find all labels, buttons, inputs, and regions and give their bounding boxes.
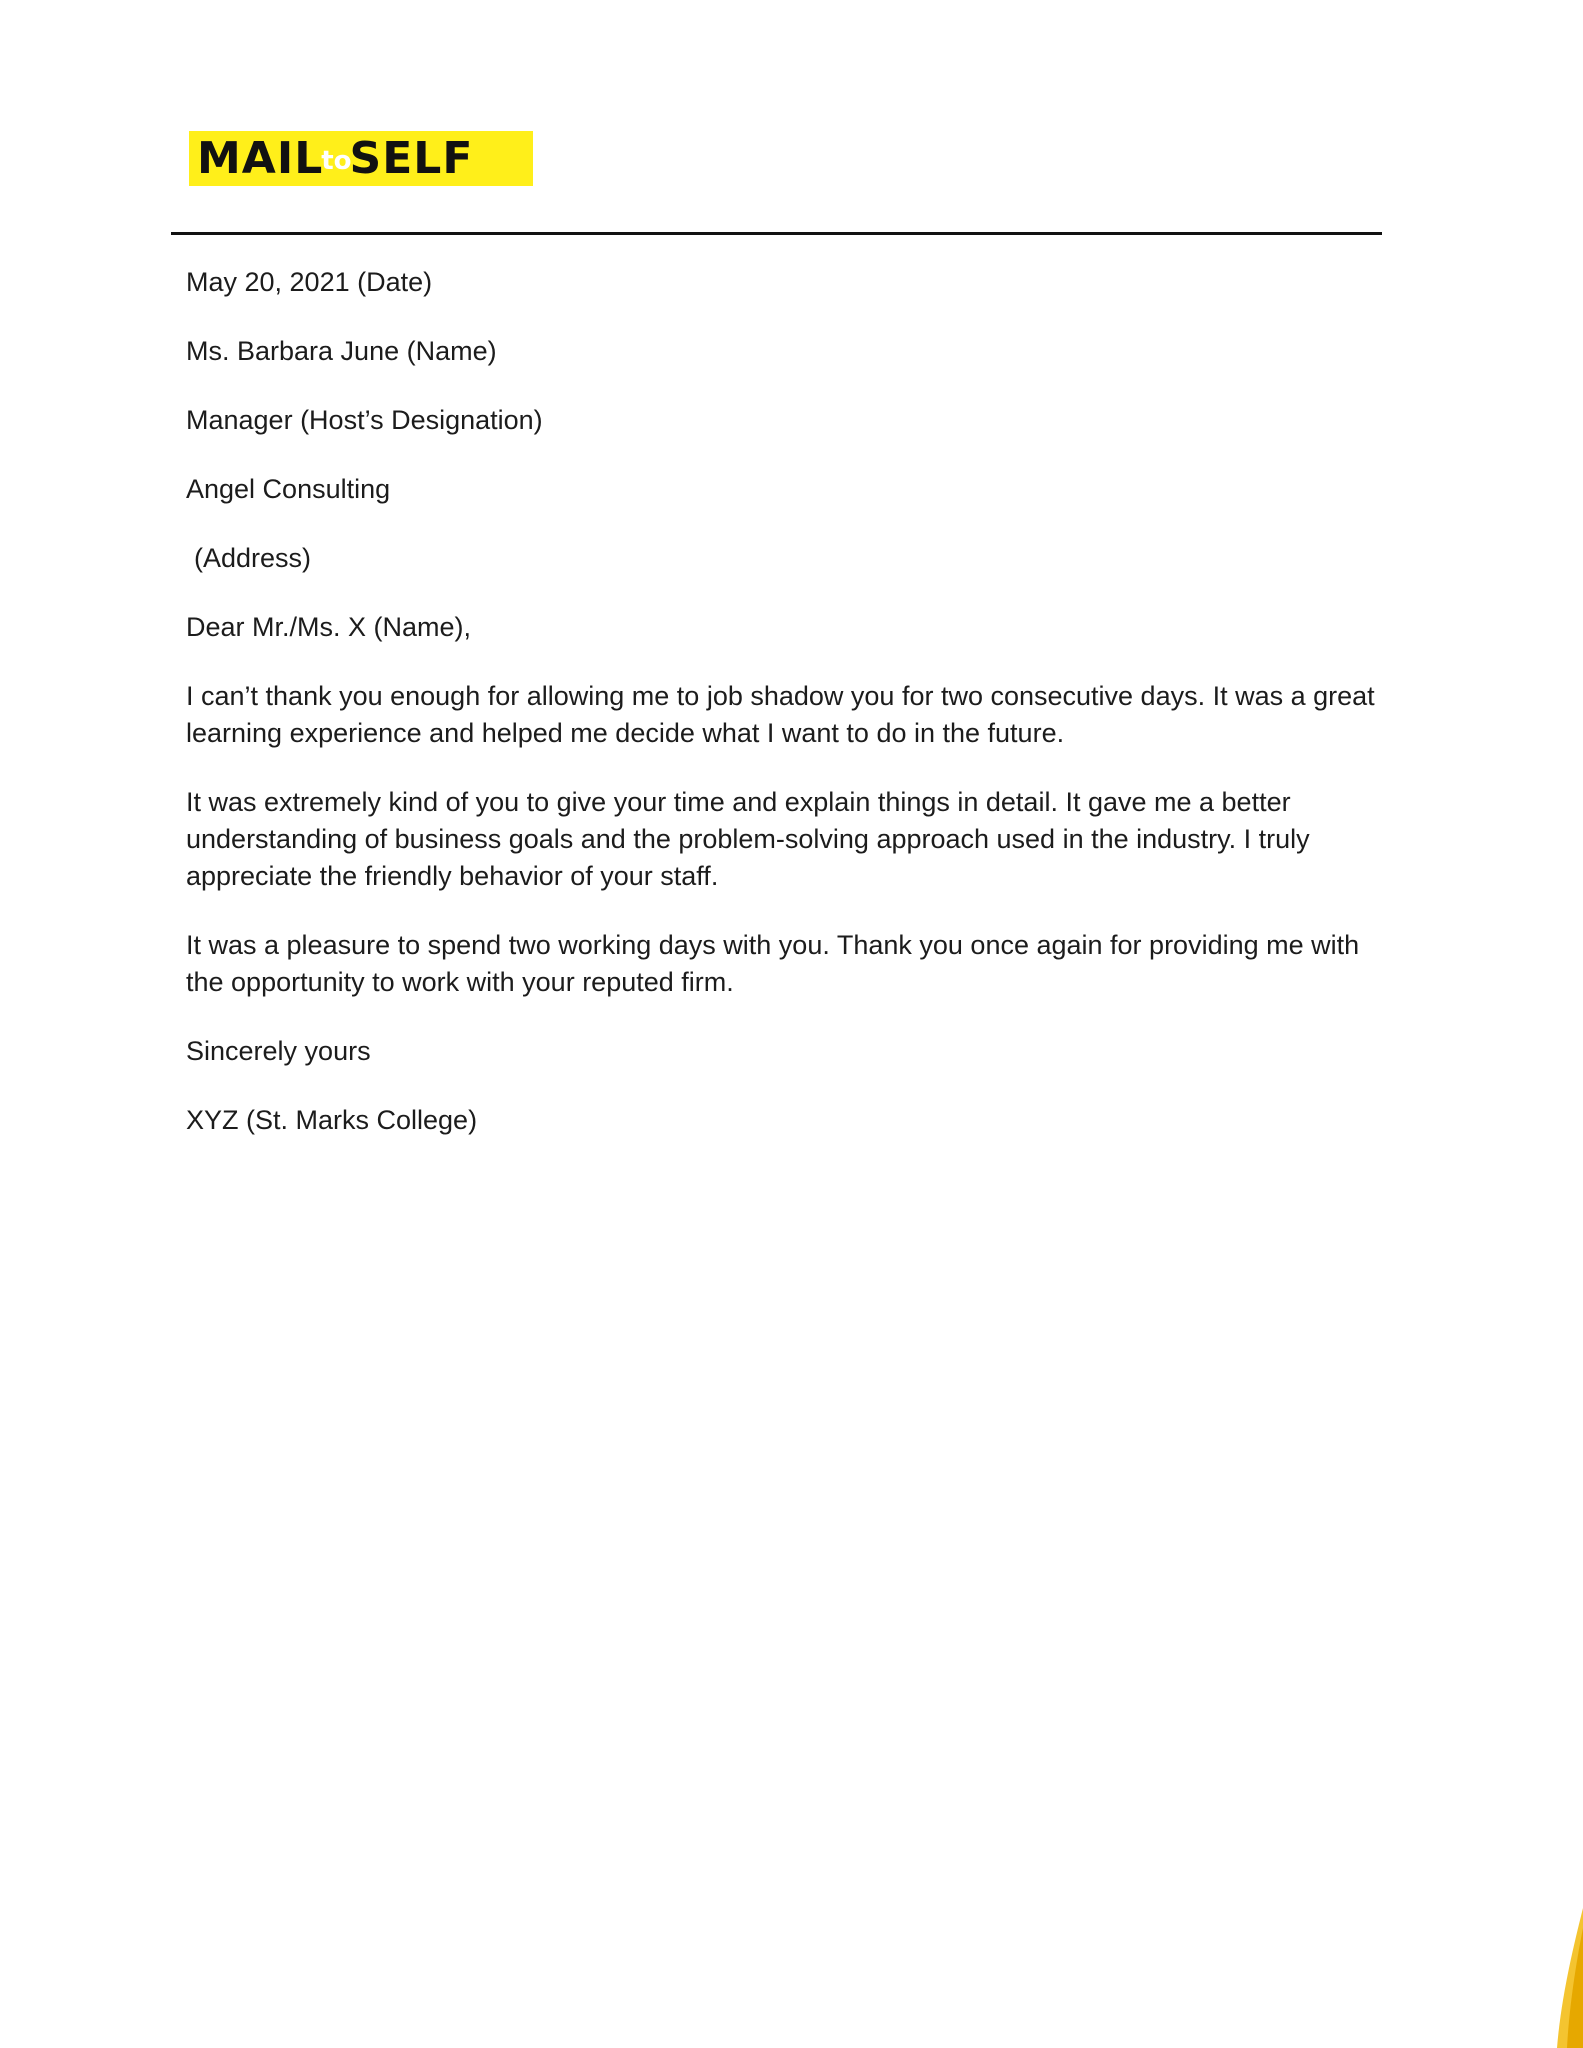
recipient-company: Angel Consulting — [186, 474, 391, 504]
closing: Sincerely yours — [186, 1036, 371, 1066]
recipient-address: (Address) — [194, 543, 312, 573]
logo-text — [197, 135, 473, 185]
logo-word-to: to — [321, 146, 352, 176]
paragraph-1: I can’t thank you enough for allowing me to job shadow you for two consecutive days. It was a great learning experience and helped me decide what I want to do in the future. — [186, 681, 1375, 748]
corner-swoosh-icon — [1543, 1908, 1583, 2048]
letter-date: May 20, 2021 (Date) — [186, 267, 433, 297]
recipient-designation: Manager (Host’s Designation) — [186, 405, 543, 435]
paragraph-3: It was a pleasure to spend two working days with you. Thank you once again for providing me with the opportunity to work with your reputed firm. — [186, 930, 1360, 997]
header-divider — [171, 232, 1382, 235]
letter-body — [186, 264, 1386, 1171]
corner-decoration — [1543, 1908, 1583, 2048]
logo-word-mail: MAIL — [197, 133, 324, 184]
paragraph-2: It was extremely kind of you to give your time and explain things in detail. It gave me a better understanding of business goals and the problem-solving approach used in the industry. I truly appreciate the friendly behavior of your staff. — [186, 787, 1310, 891]
recipient-name: Ms. Barbara June (Name) — [186, 336, 497, 366]
salutation: Dear Mr./Ms. X (Name), — [186, 612, 472, 642]
mail-to-self-logo — [189, 131, 533, 186]
logo-word-self: SELF — [349, 133, 474, 184]
signature: XYZ (St. Marks College) — [186, 1105, 478, 1135]
